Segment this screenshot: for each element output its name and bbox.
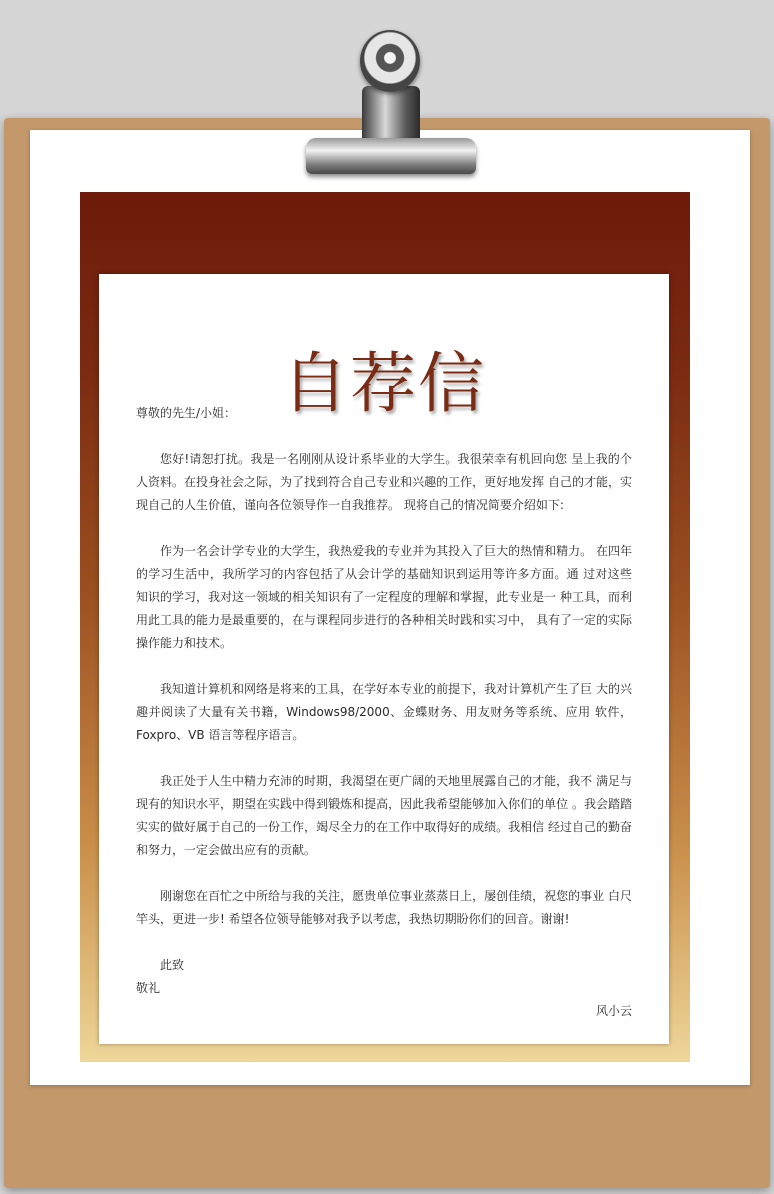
clip-ring [360, 30, 420, 92]
closing-line-2: 敬礼 [136, 981, 161, 995]
letter-title: 自荐信 [282, 345, 486, 423]
clip-base [306, 138, 476, 174]
paragraph-intro: 您好!请恕打扰。我是一名刚刚从设计系毕业的大学生。我很荣幸有机回向您 呈上我的个人资料。在投身社会之际，为了找到符合自己专业和兴趣的工作，更好地发挥 自己的才能，实现自己的人生价值，谨向各位领导作一自我推荐。 现将自己的情况简要介绍如下: [136, 452, 632, 512]
paragraph-computer: 我知道计算机和网络是将来的工具，在学好本专业的前提下，我对计算机产生了巨 大的兴趣并阅读了大量有关书籍，Windows98/2000、金蝶财务、用友财务等系统、应用 软件，Foxpro、VB 语言等程序语言。 [136, 682, 632, 742]
paragraph-thanks: 刚谢您在百忙之中所给与我的关注，愿贵单位事业蒸蒸日上，屡创佳绩，祝您的事业 白尺竿头，更进一步! 希望各位领导能够对我予以考虑，我热切期盼你们的回音。谢谢! [136, 889, 632, 926]
letter-body [136, 402, 632, 1023]
salutation: 尊敬的先生/小姐： [136, 406, 237, 420]
signature: 风小云 [595, 1004, 632, 1018]
paragraph-major: 作为一名会计学专业的大学生，我热爱我的专业并为其投入了巨大的热情和精力。 在四年的学习生活中，我所学习的内容包括了从会计学的基础知识到运用等许多方面。通 过对这些 知识的学习，我对这一领域的相关知识有了一定程度的理解和掌握，此专业是一 种工具，而利用此工具的能力是最重要的，在与课程同步进行的各种相关时践和实习中， 具有了一定的实际操作能力和技术。 [136, 544, 632, 650]
closing-line-1: 此致 [160, 958, 185, 972]
paragraph-ambition: 我正处于人生中精力充沛的时期，我渴望在更广阔的天地里展露自己的才能，我不 满足与现有的知识水平，期望在实践中得到锻炼和提高，因此我希望能够加入你们的单位 。我会踏踏实实的做好属于自己的一份工作，竭尽全力的在工作中取得好的成绩。我相信 经过自己的勤奋和努力，一定会做出应有的贡献。 [136, 774, 632, 857]
